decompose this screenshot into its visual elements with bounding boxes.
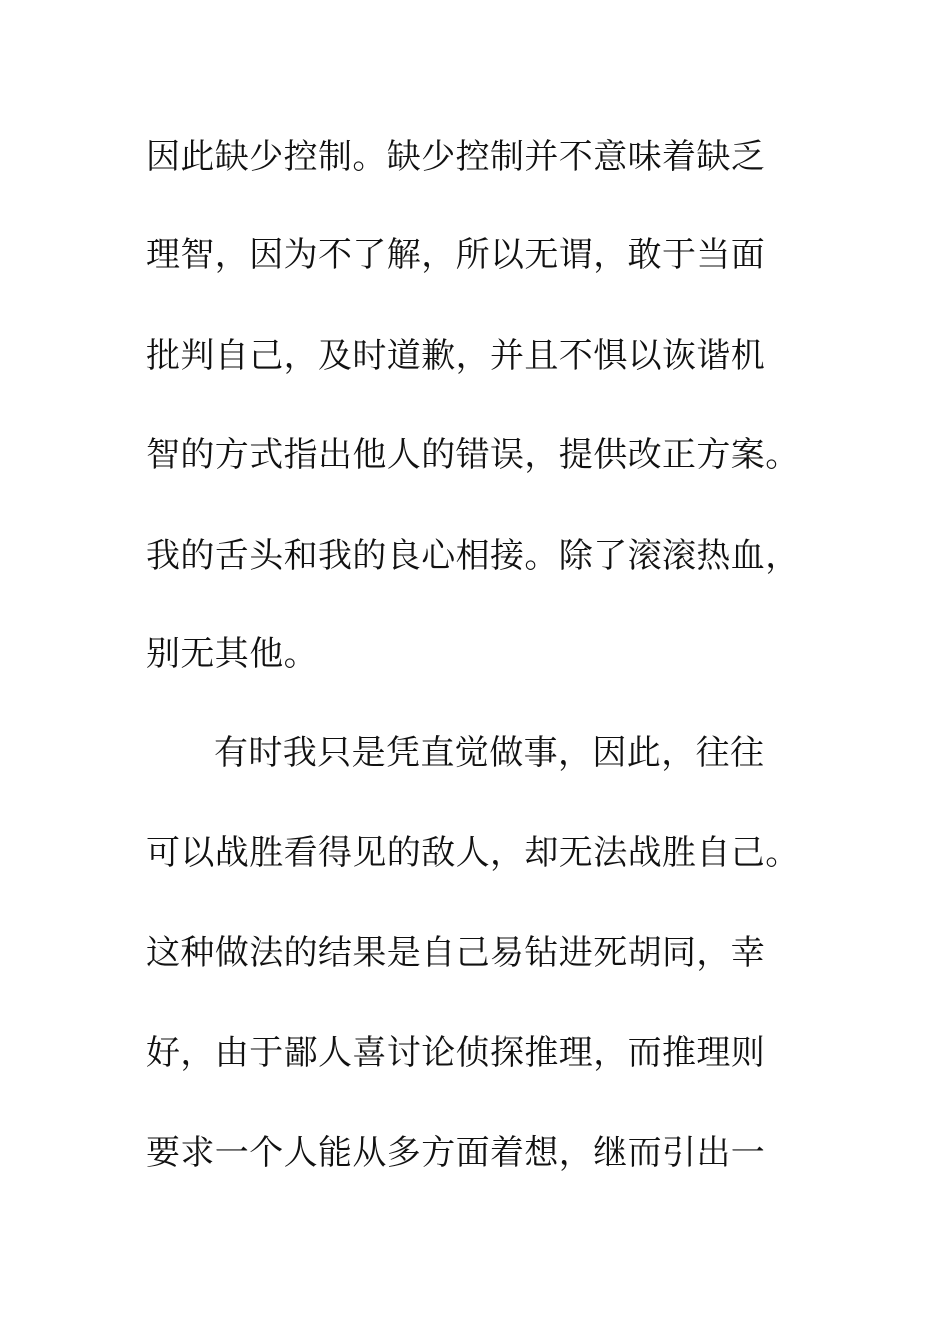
text-line: 智的方式指出他人的错误，提供改正方案。 <box>146 435 800 475</box>
text-line: 别无其他。 <box>146 634 318 674</box>
text-line: 因此缺少控制。缺少控制并不意味着缺乏 <box>146 137 766 177</box>
text-line: 要求一个人能从多方面着想，继而引出一 <box>146 1133 766 1173</box>
text-line: 好，由于鄙人喜讨论侦探推理，而推理则 <box>146 1033 766 1073</box>
text-line: 理智，因为不了解，所以无谓，敢于当面 <box>146 235 766 275</box>
text-line: 这种做法的结果是自己易钻进死胡同，幸 <box>146 933 766 973</box>
body-text <box>146 122 826 1216</box>
text-line: 我的舌头和我的良心相接。除了滚滚热血， <box>146 536 800 576</box>
text-line: 可以战胜看得见的敌人，却无法战胜自己。 <box>146 833 800 873</box>
text-line: 批判自己，及时道歉，并且不惧以诙谐机 <box>146 336 766 376</box>
paragraph-start-line: 有时我只是凭直觉做事，因此，往往 <box>214 733 765 773</box>
